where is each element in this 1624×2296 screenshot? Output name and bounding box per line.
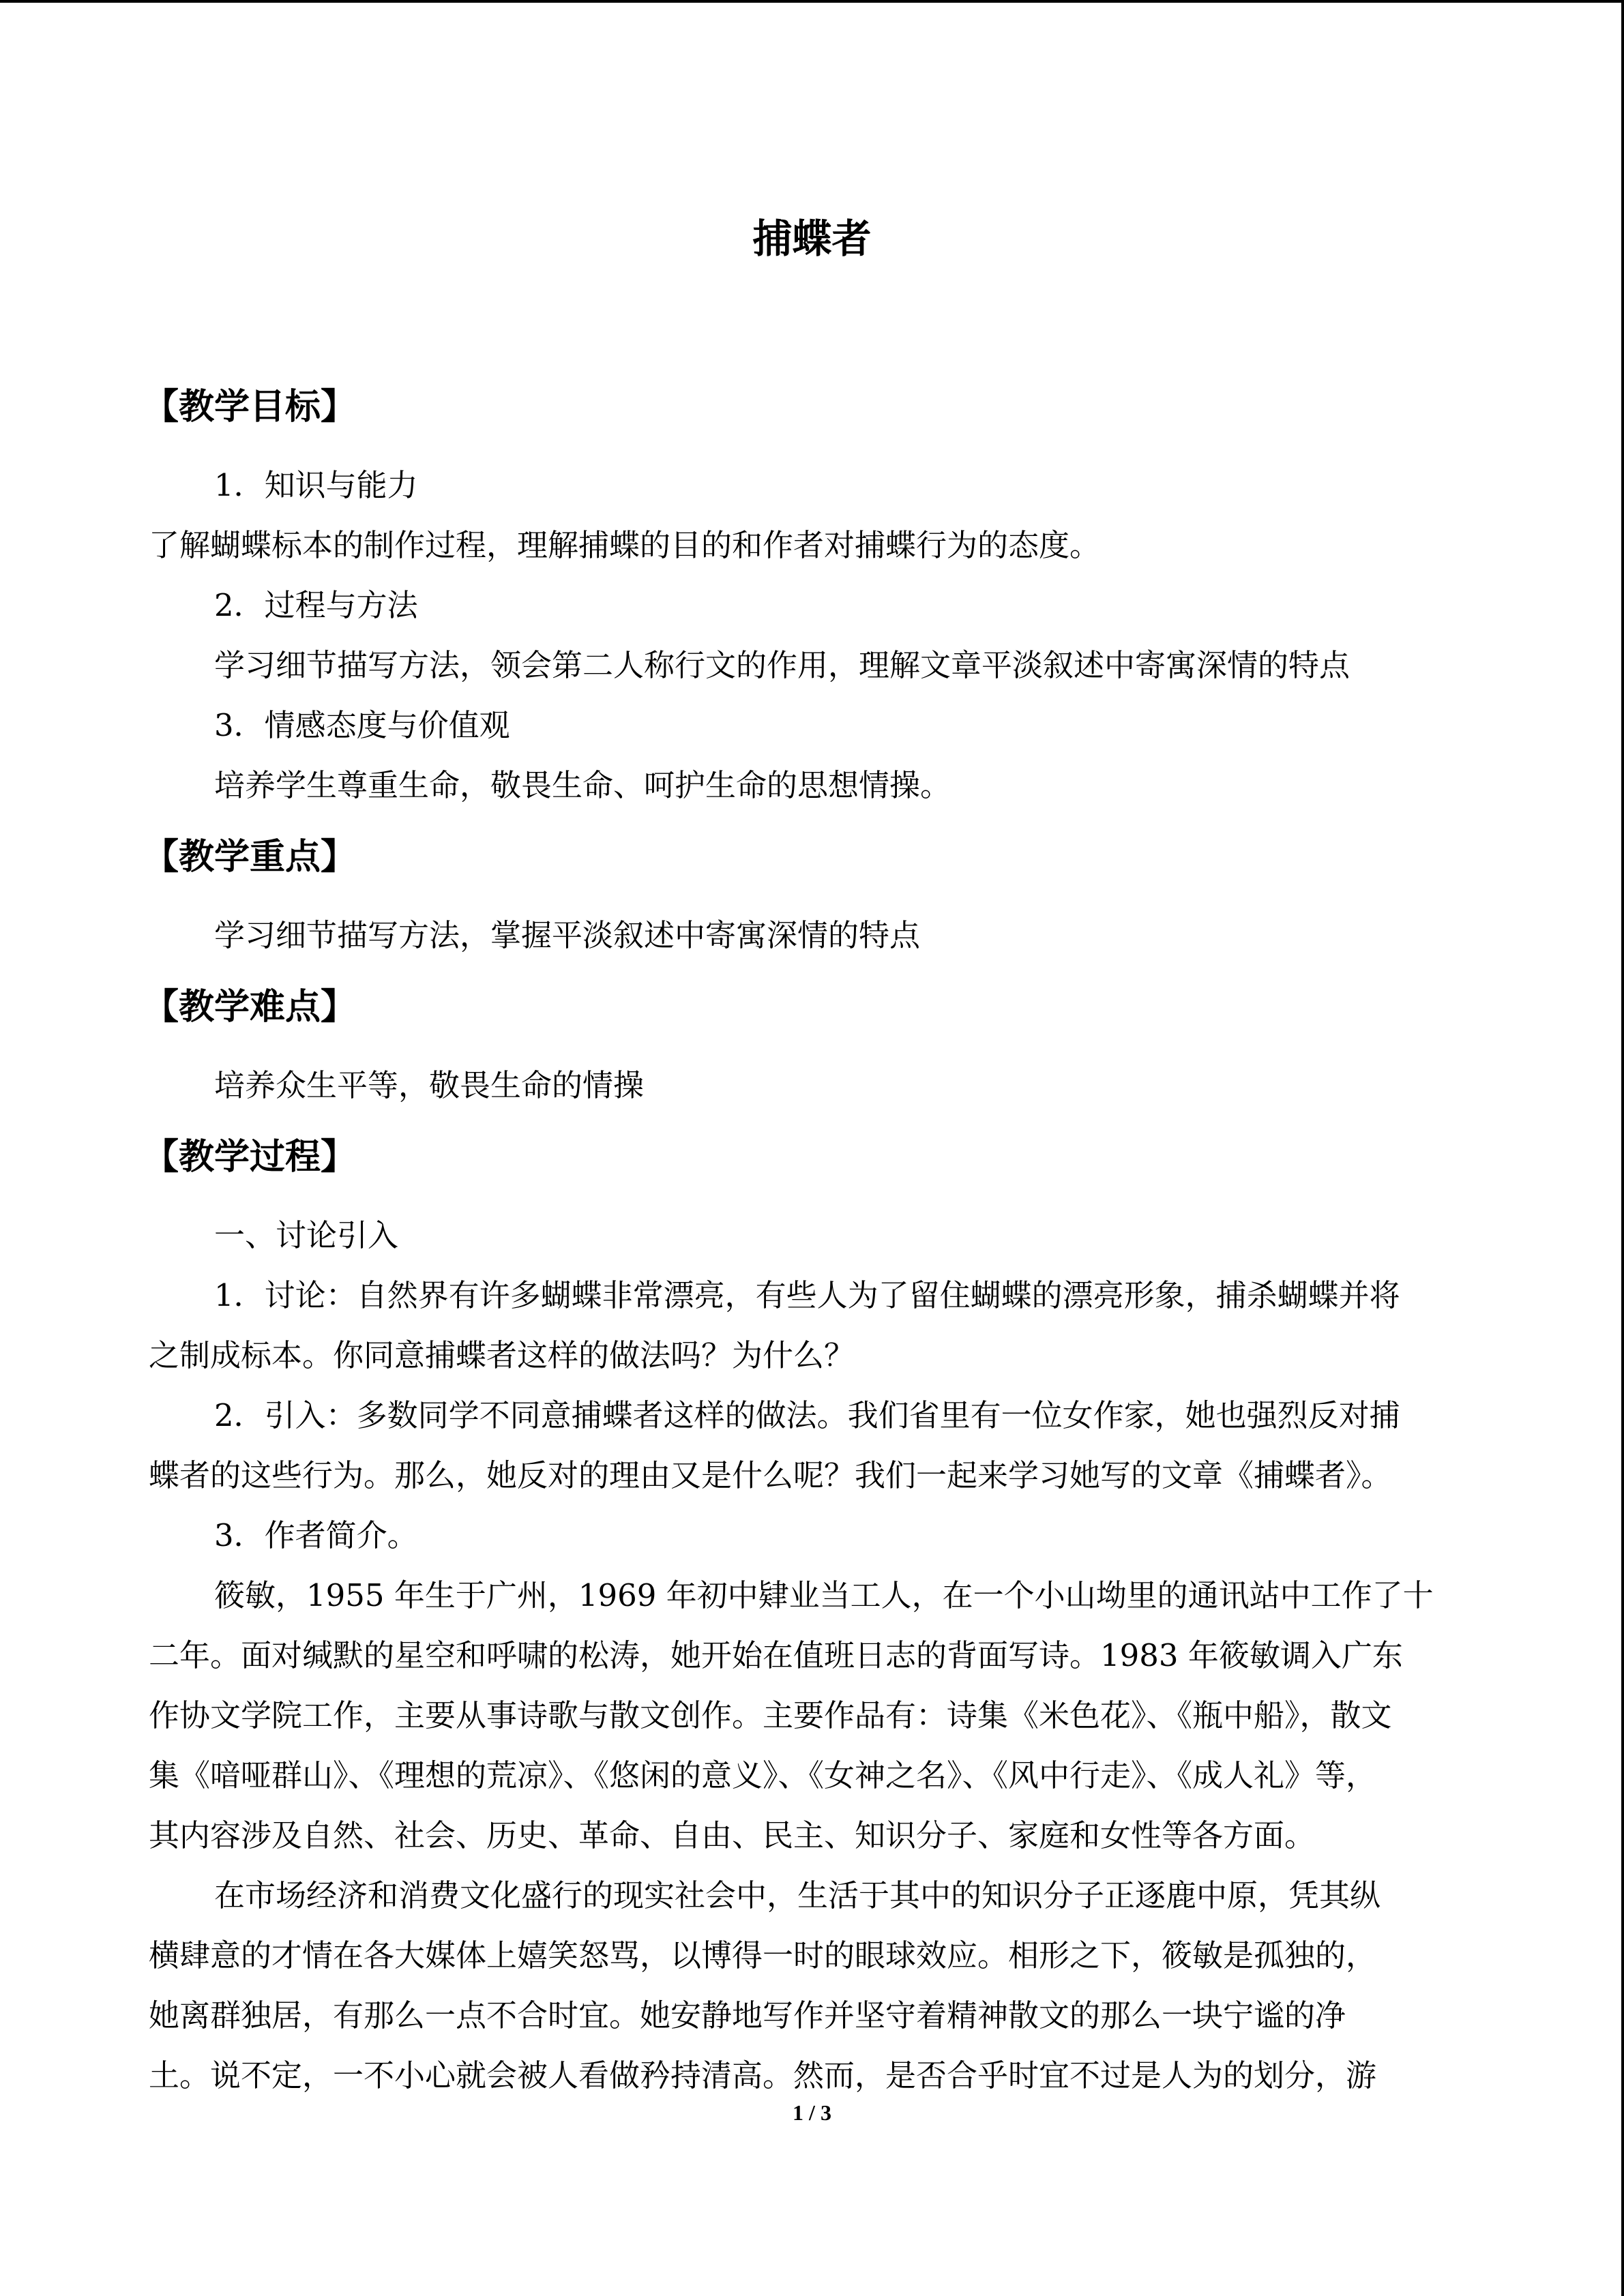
process-line: 一、讨论引入 <box>214 1217 399 1253</box>
difficulties-text: 培养众生平等，敬畏生命的情操 <box>214 1067 645 1103</box>
process-line: 筱敏，1955 年生于广州，1969 年初中肄业当工人，在一个小山坳里的通讯站中工作了十 <box>214 1577 1434 1613</box>
page-number: 1 / 3 <box>793 2100 831 2125</box>
process-line: 2．引入：多数同学不同意捕蝶者这样的做法。我们省里有一位女作家，她也强烈反对捕 <box>214 1397 1400 1433</box>
objective-line: 2．过程与方法 <box>214 587 418 623</box>
document-title: 捕蝶者 <box>752 215 872 262</box>
process-line: 之制成标本。你同意捕蝶者这样的做法吗？为什么？ <box>149 1337 855 1373</box>
process-line: 其内容涉及自然、社会、历史、革命、自由、民主、知识分子、家庭和女性等各方面。 <box>149 1817 1316 1853</box>
process-line: 3．作者简介。 <box>214 1517 418 1553</box>
process-line: 土。说不定，一不小心就会被人看做矜持清高。然而，是否合乎时宜不过是人为的划分，游 <box>149 2057 1377 2093</box>
process-line: 在市场经济和消费文化盛行的现实社会中，生活于其中的知识分子正逐鹿中原，凭其纵 <box>214 1877 1381 1913</box>
objective-line: 学习细节描写方法，领会第二人称行文的作用，理解文章平淡叙述中寄寓深情的特点 <box>214 647 1350 683</box>
process-line: 蝶者的这些行为。那么，她反对的理由又是什么呢？我们一起来学习她写的文章《捕蝶者》。 <box>149 1457 1392 1493</box>
section-heading-difficulties: 【教学难点】 <box>143 987 357 1028</box>
section-heading-process: 【教学过程】 <box>143 1137 357 1178</box>
process-line: 她离群独居，有那么一点不合时宜。她安静地写作并坚守着精神散文的那么一块宁谧的净 <box>149 1997 1346 2033</box>
page-border-right <box>1621 0 1624 2296</box>
objective-line: 3．情感态度与价值观 <box>214 707 510 743</box>
process-line: 二年。面对缄默的星空和呼啸的松涛，她开始在值班日志的背面写诗。1983 年筱敏调入广东 <box>149 1637 1403 1673</box>
section-heading-objectives: 【教学目标】 <box>143 387 357 428</box>
process-line: 横肆意的才情在各大媒体上嬉笑怒骂，以博得一时的眼球效应。相形之下，筱敏是孤独的， <box>149 1937 1377 1973</box>
process-line: 集《喑哑群山》、《理想的荒凉》、《悠闲的意义》、《女神之名》、《风中行走》、《成人礼》等， <box>149 1757 1377 1793</box>
section-heading-key-points: 【教学重点】 <box>143 837 357 878</box>
document-body <box>143 382 1458 2106</box>
key-points-text: 学习细节描写方法，掌握平淡叙述中寄寓深情的特点 <box>214 917 921 953</box>
process-line: 1．讨论：自然界有许多蝴蝶非常漂亮，有些人为了留住蝴蝶的漂亮形象，捕杀蝴蝶并将 <box>214 1277 1400 1313</box>
process-line: 作协文学院工作，主要从事诗歌与散文创作。主要作品有：诗集《米色花》、《瓶中船》，散文 <box>149 1697 1392 1733</box>
objective-line: 培养学生尊重生命，敬畏生命、呵护生命的思想情操。 <box>214 767 951 803</box>
objective-line: 了解蝴蝶标本的制作过程，理解捕蝶的目的和作者对捕蝶行为的态度。 <box>149 527 1101 563</box>
objective-line: 1．知识与能力 <box>214 467 418 503</box>
page-border-top <box>0 0 1624 3</box>
